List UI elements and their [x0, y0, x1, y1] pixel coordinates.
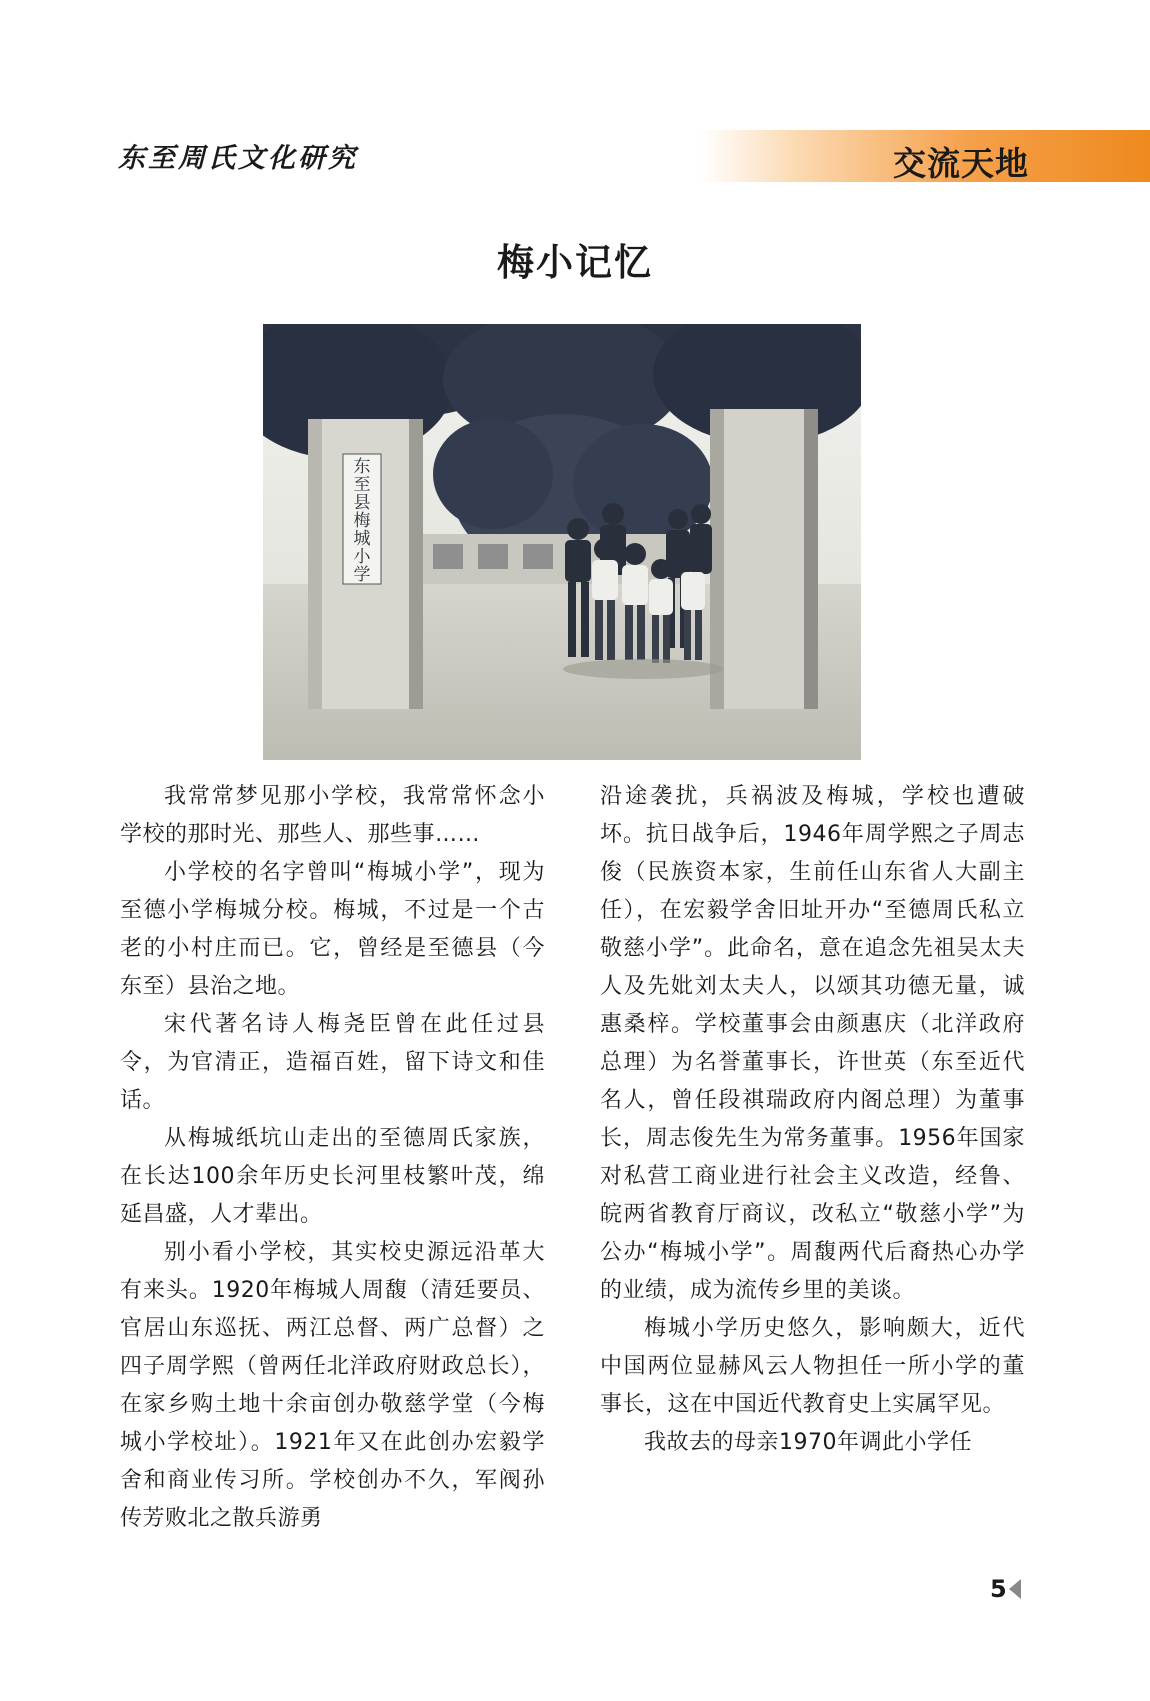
article-paragraph: 宋代著名诗人梅尧臣曾在此任过县令，为官清正，造福百姓，留下诗文和佳话。: [120, 1012, 545, 1113]
article-column-right: [600, 778, 1025, 1462]
article-paragraph: 我常常梦见那小学校，我常常怀念小学校的那时光、那些人、那些事……: [120, 784, 545, 847]
svg-text:学: 学: [353, 565, 371, 585]
svg-text:小: 小: [353, 547, 371, 567]
page-number: 5: [990, 1575, 1007, 1603]
journal-name: 东至周氏文化研究: [118, 143, 358, 174]
svg-text:城: 城: [353, 529, 371, 549]
page-arrow-icon: [1009, 1579, 1021, 1599]
svg-text:县: 县: [353, 493, 371, 513]
article-paragraph: 我故去的母亲1970年调此小学任: [644, 1430, 972, 1455]
svg-text:梅: 梅: [353, 511, 371, 531]
school-gate-photo: [263, 324, 861, 760]
article-paragraph: 梅城小学历史悠久，影响颇大，近代中国两位显赫风云人物担任一所小学的董事长，这在中国近代教育史上实属罕见。: [600, 1316, 1025, 1417]
article-column-left: [120, 778, 545, 1538]
article-title: 梅小记忆: [497, 241, 653, 284]
article-paragraph: 沿途袭扰，兵祸波及梅城，学校也遭破坏。抗日战争后，1946年周学熙之子周志俊（民族资本家，生前任山东省人大副主任），在宏毅学舍旧址开办“至德周氏私立敬慈小学”。此命名，意在追念先祖吴太夫人及先妣刘太夫人，以颂其功德无量，诚惠桑梓。学校董事会由颜惠庆（北洋政府总理）为名誉董事长，许世英（东至近代名人，曾任段祺瑞政府内阁总理）为董事长，周志俊先生为常务董事。1956年国家对私营工商业进行社会主义改造，经鲁、皖两省教育厅商议，改私立“敬慈小学”为公办“梅城小学”。周馥两代后裔热心办学的业绩，成为流传乡里的美谈。: [600, 784, 1025, 1303]
article-paragraph: 从梅城纸坑山走出的至德周氏家族，在长达100余年历史长河里枝繁叶茂，绵延昌盛，人才辈出。: [120, 1126, 545, 1227]
article-paragraph: 别小看小学校，其实校史源远沿革大有来头。1920年梅城人周馥（清廷要员、官居山东巡抚、两江总督、两广总督）之四子周学熙（曾两任北洋政府财政总长），在家乡购土地十余亩创办敬慈学堂（今梅城小学校址）。1921年又在此创办宏毅学舍和商业传习所。学校创办不久，军阀孙传芳败北之散兵游勇: [120, 1240, 545, 1531]
svg-text:东: 东: [353, 457, 371, 477]
article-paragraph: 小学校的名字曾叫“梅城小学”，现为至德小学梅城分校。梅城，不过是一个古老的小村庄而已。它，曾经是至德县（今东至）县治之地。: [120, 860, 545, 999]
svg-text:至: 至: [353, 475, 371, 495]
section-name: 交流天地: [893, 144, 1029, 183]
